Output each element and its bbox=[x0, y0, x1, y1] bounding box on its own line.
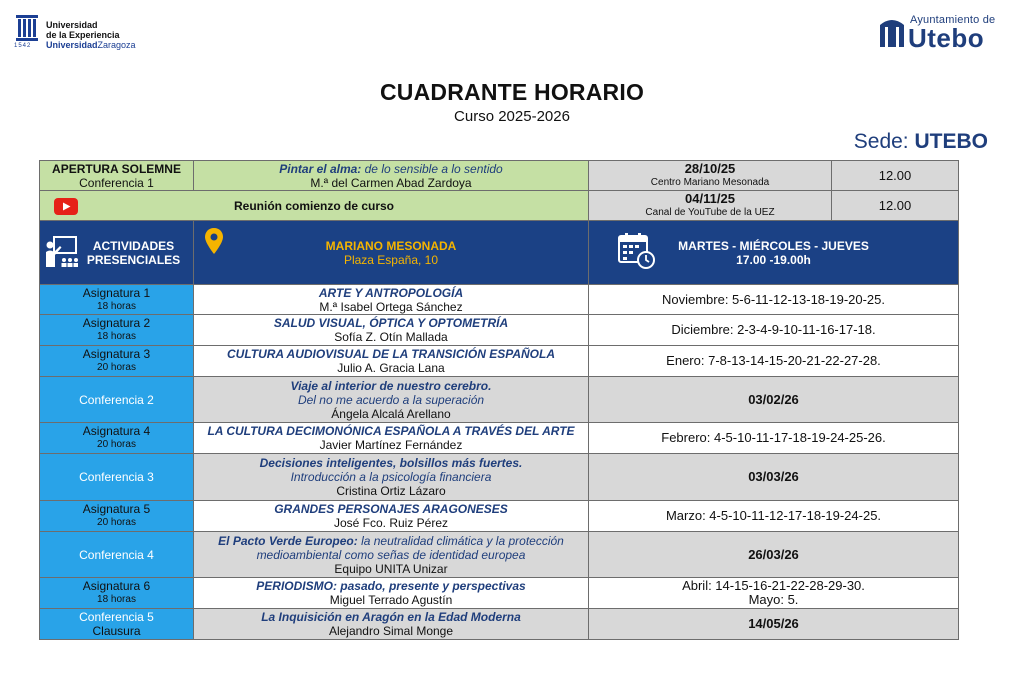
row-title: ARTE Y ANTROPOLOGÍA bbox=[318, 285, 464, 300]
uz-year: 1542 bbox=[14, 43, 32, 49]
row-label-cell bbox=[40, 285, 194, 315]
row-topic-cell bbox=[194, 609, 589, 640]
row-topic-cell bbox=[194, 501, 589, 532]
section-days: MARTES - MIÉRCOLES - JUEVES bbox=[678, 238, 869, 253]
table-row bbox=[40, 501, 959, 532]
table-row bbox=[40, 423, 959, 454]
row-sub: 20 horas bbox=[97, 517, 136, 528]
row-dates: Marzo: 4-5-10-11-12-17-18-19-24-25. bbox=[665, 508, 882, 523]
sede-heading bbox=[854, 130, 988, 154]
row-sub: 18 horas bbox=[97, 331, 136, 342]
row-dates-cell bbox=[589, 285, 959, 315]
meeting-time-cell bbox=[832, 191, 959, 221]
uz-line1: Universidad bbox=[46, 20, 98, 30]
sede-value: UTEBO bbox=[914, 130, 988, 153]
row-dates-cell bbox=[589, 578, 959, 609]
row-sub: 18 horas bbox=[97, 300, 136, 312]
row-dates-cell bbox=[589, 346, 959, 377]
opening-sub: Conferencia 1 bbox=[79, 175, 154, 190]
row-speaker: Miguel Terrado Agustín bbox=[329, 593, 453, 607]
row-title: LA CULTURA DECIMONÓNICA ESPAÑOLA A TRAVÉS DEL ARTE bbox=[207, 424, 575, 438]
location-pin-icon bbox=[204, 227, 224, 255]
row-dates: Noviembre: 5-6-11-12-13-18-19-20-25. bbox=[661, 291, 886, 307]
row-title-rest: la neutralidad climática y la protección bbox=[357, 533, 564, 548]
row-topic-cell bbox=[194, 377, 589, 423]
row-sub: 20 horas bbox=[97, 439, 136, 450]
row-dates-cell bbox=[589, 315, 959, 346]
row-speaker: M.ª Isabel Ortega Sánchez bbox=[319, 299, 463, 314]
section-address: Plaza España, 10 bbox=[343, 252, 439, 267]
row-speaker: Sofía Z. Otín Mallada bbox=[334, 330, 448, 344]
row-title: La Inquisición en Aragón en la Edad Moderna bbox=[261, 610, 521, 624]
row-subtitle: Del no me acuerdo a la superación bbox=[297, 392, 485, 407]
row-dates-cell bbox=[589, 454, 959, 501]
row-dates: Febrero: 4-5-10-11-17-18-19-24-25-26. bbox=[661, 430, 886, 445]
row-topic-cell bbox=[194, 532, 589, 578]
row-dates: 14/05/26 bbox=[748, 616, 799, 631]
row-label: Asignatura 3 bbox=[82, 347, 151, 361]
row-speaker: Julio A. Gracia Lana bbox=[337, 361, 445, 375]
section-header-row bbox=[40, 221, 959, 285]
opening-topic-rest: de lo sensible a lo sentido bbox=[361, 161, 503, 176]
table-row bbox=[40, 532, 959, 578]
meeting-time: 12.00 bbox=[878, 197, 912, 213]
row-label: Asignatura 4 bbox=[82, 424, 151, 438]
row-topic-cell bbox=[194, 454, 589, 501]
youtube-icon[interactable] bbox=[54, 198, 78, 215]
row-sub: 20 horas bbox=[97, 362, 136, 373]
table-row bbox=[40, 315, 959, 346]
sede-label: Sede: bbox=[853, 130, 909, 153]
row-title: PERIODISMO: pasado, presente y perspectivas bbox=[256, 579, 526, 593]
row-label-cell bbox=[40, 578, 194, 609]
row-topic-cell bbox=[194, 315, 589, 346]
utebo-arch-icon bbox=[878, 17, 906, 47]
table-row bbox=[40, 578, 959, 609]
opening-row bbox=[40, 161, 959, 191]
table-row bbox=[40, 346, 959, 377]
row-label-cell bbox=[40, 346, 194, 377]
row-label: Asignatura 1 bbox=[82, 285, 151, 300]
section-label-cell bbox=[40, 221, 194, 285]
uz-line2: de la Experiencia bbox=[46, 30, 120, 40]
meeting-label: Reunión comienzo de curso bbox=[233, 198, 395, 213]
table-row bbox=[40, 377, 959, 423]
row-label: Conferencia 4 bbox=[79, 547, 154, 562]
table-row bbox=[40, 285, 959, 315]
uz-logo bbox=[14, 12, 136, 52]
page-title: CUADRANTE HORARIO bbox=[379, 79, 645, 105]
opening-label-cell bbox=[40, 161, 194, 191]
row-title: Viaje al interior de nuestro cerebro. bbox=[290, 378, 492, 393]
section-schedule-cell bbox=[589, 221, 959, 285]
row-label: Conferencia 3 bbox=[79, 470, 154, 484]
row-dates: Enero: 7-8-13-14-15-20-21-22-27-28. bbox=[666, 353, 881, 368]
opening-date: 28/10/25 bbox=[684, 160, 736, 176]
meeting-place: Canal de YouTube de la UEZ bbox=[645, 206, 775, 218]
row-dates: Diciembre: 2-3-4-9-10-11-16-17-18. bbox=[671, 322, 876, 337]
row-dates: Abril: 14-15-16-21-22-28-29-30. bbox=[682, 578, 865, 593]
meeting-date-cell bbox=[589, 191, 832, 221]
opening-topic-bold: Pintar el alma: bbox=[279, 161, 362, 176]
row-dates-2: Mayo: 5. bbox=[748, 592, 799, 607]
row-label: Asignatura 2 bbox=[82, 316, 151, 330]
presentation-icon bbox=[44, 235, 78, 269]
opening-place: Centro Mariano Mesonada bbox=[650, 176, 770, 188]
row-dates-cell bbox=[589, 501, 959, 532]
row-label-cell bbox=[40, 454, 194, 501]
row-dates: 03/03/26 bbox=[748, 469, 799, 484]
row-label-cell bbox=[40, 501, 194, 532]
row-label-cell bbox=[40, 377, 194, 423]
row-title-bold: El Pacto Verde Europeo: bbox=[218, 533, 358, 548]
row-label-cell bbox=[40, 609, 194, 640]
opening-date-cell bbox=[589, 161, 832, 191]
uz-line3-bold: Universidad bbox=[46, 40, 98, 50]
row-title: GRANDES PERSONAJES ARAGONESES bbox=[274, 502, 508, 516]
page-subtitle: Curso 2025-2026 bbox=[454, 108, 570, 125]
row-topic-cell bbox=[194, 285, 589, 315]
row-sub: 18 horas bbox=[97, 594, 136, 605]
schedule-table bbox=[39, 160, 959, 640]
row-title: CULTURA AUDIOVISUAL DE LA TRANSICIÓN ESPAÑOLA bbox=[226, 347, 555, 361]
row-title: SALUD VISUAL, ÓPTICA Y OPTOMETRÍA bbox=[273, 316, 509, 330]
opening-topic-cell bbox=[194, 161, 589, 191]
opening-label: APERTURA SOLEMNE bbox=[52, 161, 181, 176]
row-dates-cell bbox=[589, 609, 959, 640]
row-label: Conferencia 5 bbox=[79, 610, 154, 624]
row-title: Decisiones inteligentes, bolsillos más fuertes. bbox=[259, 456, 523, 470]
section-venue: MARIANO MESONADA bbox=[325, 238, 457, 253]
row-speaker: Equipo UNITA Unizar bbox=[334, 561, 448, 576]
row-label-cell bbox=[40, 532, 194, 578]
utebo-small: Ayuntamiento de bbox=[910, 14, 996, 26]
meeting-date: 04/11/25 bbox=[685, 190, 735, 206]
row-subtitle: Introducción a la psicología financiera bbox=[290, 470, 492, 484]
meeting-row bbox=[40, 191, 959, 221]
section-label-2: PRESENCIALES bbox=[86, 252, 181, 267]
row-dates-cell bbox=[589, 377, 959, 423]
row-label-cell bbox=[40, 315, 194, 346]
row-topic-cell bbox=[194, 423, 589, 454]
section-label-1: ACTIVIDADES bbox=[92, 238, 175, 253]
meeting-cell bbox=[40, 191, 589, 221]
opening-time-cell bbox=[832, 161, 959, 191]
section-venue-cell bbox=[194, 221, 589, 285]
row-speaker: Alejandro Simal Monge bbox=[328, 624, 454, 638]
row-topic-cell bbox=[194, 346, 589, 377]
row-sub: Clausura bbox=[92, 624, 141, 638]
utebo-big: Utebo bbox=[908, 23, 985, 53]
calendar-clock-icon bbox=[617, 231, 657, 271]
uz-crest-icon bbox=[14, 12, 40, 52]
row-speaker: Cristina Ortiz Lázaro bbox=[336, 484, 446, 498]
opening-time: 12.00 bbox=[878, 167, 912, 183]
row-label: Asignatura 5 bbox=[82, 502, 151, 516]
row-title-line2: medioambiental como señas de identidad europea bbox=[256, 547, 526, 562]
row-label: Asignatura 6 bbox=[82, 579, 151, 593]
row-dates: 26/03/26 bbox=[748, 546, 799, 562]
row-label: Conferencia 2 bbox=[79, 392, 154, 407]
row-label-cell bbox=[40, 423, 194, 454]
row-speaker: Ángela Alcalá Arellano bbox=[331, 406, 451, 421]
row-dates-cell bbox=[589, 423, 959, 454]
utebo-logo bbox=[878, 14, 996, 53]
table-row bbox=[40, 454, 959, 501]
uz-line3-rest: Zaragoza bbox=[97, 40, 136, 50]
row-dates-cell bbox=[589, 532, 959, 578]
row-speaker: Javier Martínez Fernández bbox=[319, 438, 463, 452]
table-row bbox=[40, 609, 959, 640]
opening-speaker: M.ª del Carmen Abad Zardoya bbox=[310, 175, 472, 190]
row-topic-cell bbox=[194, 578, 589, 609]
row-dates: 03/02/26 bbox=[748, 391, 799, 407]
row-speaker: José Fco. Ruiz Pérez bbox=[333, 516, 449, 530]
section-hours: 17.00 -19.00h bbox=[736, 252, 811, 267]
